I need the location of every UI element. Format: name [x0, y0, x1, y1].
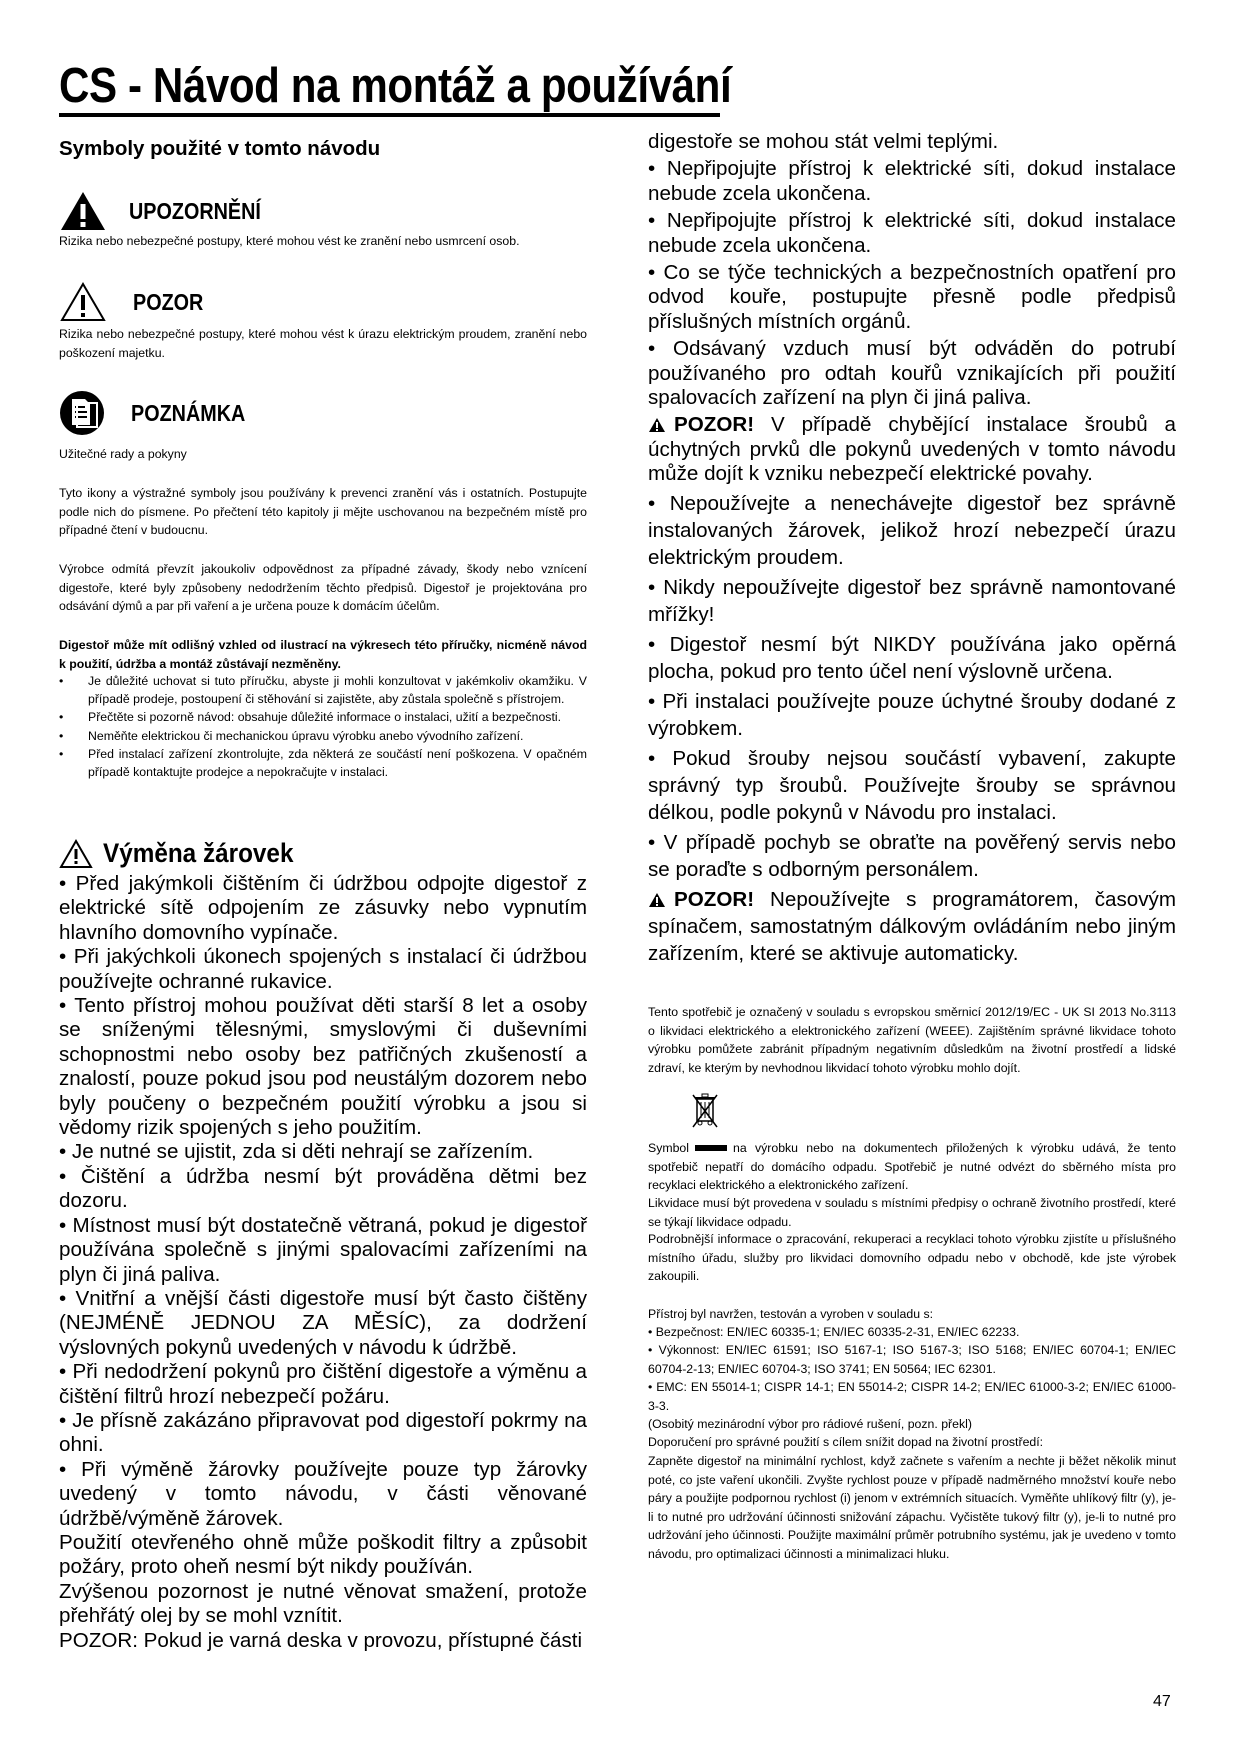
warning-text: Nepoužívejte s programátorem, časovým spínačem, samostatným dálkovým ovládáním nebo jiným zařízením, které se aktivuje automaticky. [648, 887, 1176, 965]
body-paragraph: • Je nutné se ujistit, zda si děti nehrají se zařízením. [59, 1140, 534, 1164]
caution-outline-icon [59, 839, 93, 869]
intro-paragraph-3: Digestoř může mít odlišný vzhled od ilustrací na výkresech této příručky, nicméně návod k použití, údržba a montáž zůstávají nezměněny. [59, 638, 587, 671]
symbols-subtitle: Symboly použité v tomto návodu [59, 137, 381, 160]
warning-label: POZOR! [674, 887, 755, 911]
compliance-performance: • Výkonnost: EN/IEC 61591; ISO 5167-1; ISO 5167-3; ISO 5168; EN/IEC 60704-1; EN/IEC 60704-2-13; EN/IEC 60704-3; ISO 3741; EN 50564; IEC 62301. [648, 1343, 1176, 1376]
page-title: CS - Návod na montáž a používání [59, 59, 732, 113]
note-document-icon [59, 390, 105, 436]
title-underline [59, 113, 720, 117]
weee-paragraph-3: Likvidace musí být provedena v souladu s místními předpisy o ochraně životního prostředí, které se týkají likvidace odpadu. [648, 1196, 1176, 1229]
intro-paragraph-2: Výrobce odmítá převzít jakoukoliv odpovědnost za případné závady, škody nebo vznícení digestoře, které byly způsobeny nedodržením těchto předpisů. Digestoř je projektována pro odsávání dýmů a par při vaření a je určena pouze k domácím účelům. [59, 562, 587, 613]
body-paragraph: • Nikdy nepoužívejte digestoř bez správně namontované mřížky! [648, 575, 1176, 626]
caution-text: Rizika nebo nebezpečné postupy, které mohou vést k úrazu elektrickým proudem, zranění nebo poškození majetku. [59, 327, 587, 360]
compliance-intro: Přístroj byl navržen, testován a vyroben v souladu s: [648, 1307, 934, 1321]
body-paragraph: • Digestoř nesmí být NIKDY používána jako opěrná plocha, pokud pro tento účel není výslovně určena. [648, 632, 1176, 683]
warning-filled-icon [648, 417, 666, 433]
intro-paragraph-1: Tyto ikony a výstražné symboly jsou používány k prevenci zranění vás i ostatních. Postupujte podle nich do písmene. Po přečtení této kapitoly ji mějte uschovanou na bezpečném místě pro případné čtení v budoucnu. [59, 486, 587, 537]
body-paragraph: Zvýšenou pozornost je nutné věnovat smažení, protože přehřátý olej by se mohl vznítit. [59, 1579, 587, 1628]
body-paragraph: • Při nedodržení pokynů pro čištění digestoře a výměnu a čištění filtrů hrozí nebezpečí požáru. [59, 1360, 587, 1408]
weee-symbol-label: Symbol [648, 1141, 690, 1155]
warning-filled-icon [59, 190, 107, 232]
list-item: • Neměňte elektrickou či mechanickou úpravu výrobku anebo vývodního zařízení. [59, 728, 587, 746]
weee-paragraph-2 [648, 1139, 1176, 1195]
lamp-section-header [59, 838, 315, 869]
list-item: • Přečtěte si pozorně návod: obsahuje důležité informace o instalaci, užití a bezpečnosti. [59, 709, 587, 727]
eco-heading: Doporučení pro správné použití s cílem snížit dopad na životní prostředí: [648, 1435, 1044, 1449]
symbol-bar-icon [695, 1145, 727, 1151]
warning-paragraph [648, 886, 1176, 967]
body-paragraph: • Nepřipojujte přístroj k elektrické síti, dokud instalace nebude zcela ukončena. [648, 209, 1176, 257]
warning-label: POZOR! [674, 413, 755, 437]
body-paragraph: Použití otevřeného ohně může poškodit filtry a způsobit požáry, proto oheň nesmí být nikdy používán. [59, 1530, 587, 1579]
body-paragraph: • Co se týče technických a bezpečnostních opatření pro odvod kouře, postupujte přesně podle předpisů příslušných místních orgánů. [648, 261, 1176, 333]
compliance-note: (Osobitý mezinárodní výbor pro rádiové rušení, pozn. překl) [648, 1417, 972, 1431]
caution-outline-icon [59, 281, 107, 323]
body-paragraph: • Před jakýmkoli čištěním či údržbou odpojte digestoř z elektrické sítě odpojením ze zásuvky nebo vypnutím hlavního domovního vypínače. [59, 872, 587, 944]
right-column-body [648, 130, 1176, 970]
weee-paragraph-4: Podrobnější informace o zpracování, rekuperaci a recyklaci tohoto výrobku zjistíte u příslušného místního úřadu, služby pro likvidaci domovního odpadu nebo v obchodě, kde jste výrobek zakoupili. [648, 1232, 1176, 1283]
caution-heading: POZOR [133, 288, 204, 315]
eco-text: Zapněte digestoř na minimální rychlost, když začnete s vařením a nechte ji běžet několik minut poté, co jste vaření ukončili. Zvyšte rychlost pouze v případě nadměrného množství kouře nebo páry a použijte podpornou rychlost (i) jenom v extrémních situacích. Vyměňte uhlíkový filtr (y), je-li to nutné pro udržování účinnosti snižování zápachu. Vyčistěte tukový filtr (y), je-li to nutné pro udržování jeho účinnosti. Použijte maximální průměr potrubního systému, jak je uvedeno v tomto návodu, pro optimalizaci účinnosti a minimalizaci hluku. [648, 1454, 1176, 1561]
body-paragraph: • Při jakýchkoli úkonech spojených s instalací či údržbou používejte ochranné rukavice. [59, 945, 587, 993]
body-paragraph: • Místnost musí být dostatečně větraná, pokud je digestoř používána společně s jinými spalovacími zařízeními na plyn či jiná paliva. [59, 1213, 587, 1286]
note-heading: POZNÁMKA [131, 399, 246, 426]
body-paragraph: • Nepoužívejte a nenechávejte digestoř bez správně instalovaných žárovek, jelikož hrozí nebezpečí úrazu elektrickým proudem. [648, 491, 1176, 569]
list-item: • Před instalací zařízení zkontrolujte, zda některá ze součástí není poškozena. V opačném případě kontaktujte prodejce a nepokračujte v instalaci. [59, 746, 587, 781]
warning-symbol-row [59, 190, 282, 232]
body-paragraph: POZOR: Pokud je varná deska v provozu, přístupné části [59, 1628, 583, 1652]
body-paragraph: digestoře se mohou stát velmi teplými. [648, 130, 999, 153]
intro-bullet-list [59, 673, 587, 783]
body-paragraph: • Odsávaný vzduch musí být odváděn do potrubí používaného pro odtah kouřů vznikajících při použití spalovacích zařízení na plyn či jiná paliva. [648, 337, 1176, 410]
note-text: Užitečné rady a pokyny [59, 447, 187, 461]
weee-paragraph-1: Tento spotřebič je označený v souladu s evropskou směrnicí 2012/19/EC - UK SI 2013 No.3113 o likvidaci elektrického a elektronického zařízení (WEEE). Zajištěním správné likvidace tohoto výrobku pomůžete zabránit případným negativním důsledkům na životní prostředí a lidské zdraví, ke kterým by nevhodnou likvidací tohoto výrobku mohlo dojít. [648, 1005, 1176, 1075]
body-paragraph: • Pokud šrouby nejsou součástí vybavení, zakupte správný typ šroubů. Používejte šrouby se správnou délkou, podle pokynů v Návodu pro instalaci. [648, 746, 1176, 824]
body-paragraph: • Vnitřní a vnější části digestoře musí být často čištěny (NEJMÉNĚ JEDNOU ZA MĚSÍC), za dodržení výslovných pokynů uvedených v návodu k údržbě. [59, 1286, 587, 1359]
body-paragraph: • Čištění a údržba nesmí být prováděna dětmi bez dozoru. [59, 1164, 587, 1213]
weee-symbol-text: na výrobku nebo na dokumentech přiložených k výrobku udává, že tento spotřebič nepatří do domácího odpadu. Spotřebič je nutné odvézt do sběrného místa pro recyklaci elektrického a elektronického zařízení. [648, 1141, 1176, 1192]
compliance-emc: • EMC: EN 55014-1; CISPR 14-1; EN 55014-2; CISPR 14-2; EN/IEC 61000-3-2; EN/IEC 61000-3-3. [648, 1380, 1176, 1413]
caution-symbol-row [59, 281, 215, 323]
crossed-bin-icon [692, 1093, 718, 1129]
lamp-section-body [59, 872, 587, 1653]
warning-text: V případě chybějící instalace šroubů a úchytných prvků dle pokynů uvedených v tomto návodu může dojít k vzniku nebezpečí elektrické povahy. [648, 413, 1176, 486]
body-paragraph: • Nepřipojujte přístroj k elektrické síti, dokud instalace nebude zcela ukončena. [648, 157, 1176, 205]
list-item: • Je důležité uchovat si tuto příručku, abyste ji mohli konzultovat v jakémkoliv okamžiku. V případě prodeje, postoupení či stěhování si zajistěte, aby zůstala společně s přístrojem. [59, 673, 587, 708]
warning-heading: UPOZORNĚNÍ [129, 197, 261, 224]
page-number: 47 [1153, 1693, 1171, 1710]
lamp-section-heading: Výměna žárovek [103, 838, 294, 868]
warning-paragraph [648, 413, 1176, 486]
body-paragraph: • Tento přístroj mohou používat děti starší 8 let a osoby se sníženými tělesnými, smyslovými či duševními schopnostmi nebo osoby bez patřičných zkušeností a znalostí, pouze pokud jsou pod neustálým dozorem nebo byly poučeny o bezpečném použití výrobku a jsou si vědomy rizik spojených s jeho použitím. [59, 994, 587, 1140]
body-paragraph: • Je přísně zakázáno připravovat pod digestoří pokrmy na ohni. [59, 1408, 587, 1457]
warning-filled-icon [648, 892, 666, 908]
compliance-safety: • Bezpečnost: EN/IEC 60335-1; EN/IEC 60335-2-31, EN/IEC 62233. [648, 1325, 1020, 1339]
body-paragraph: • Při výměně žárovky používejte pouze typ žárovky uvedený v tomto návodu, v části věnované údržbě/výměně žárovek. [59, 1457, 587, 1530]
body-paragraph: • V případě pochyb se obraťte na pověřený servis nebo se poraďte s odborným personálem. [648, 830, 1176, 881]
note-symbol-row [59, 390, 264, 436]
body-paragraph: • Při instalaci používejte pouze úchytné šrouby dodané z výrobkem. [648, 689, 1176, 740]
warning-text: Rizika nebo nebezpečné postupy, které mohou vést ke zranění nebo usmrcení osob. [59, 234, 520, 248]
